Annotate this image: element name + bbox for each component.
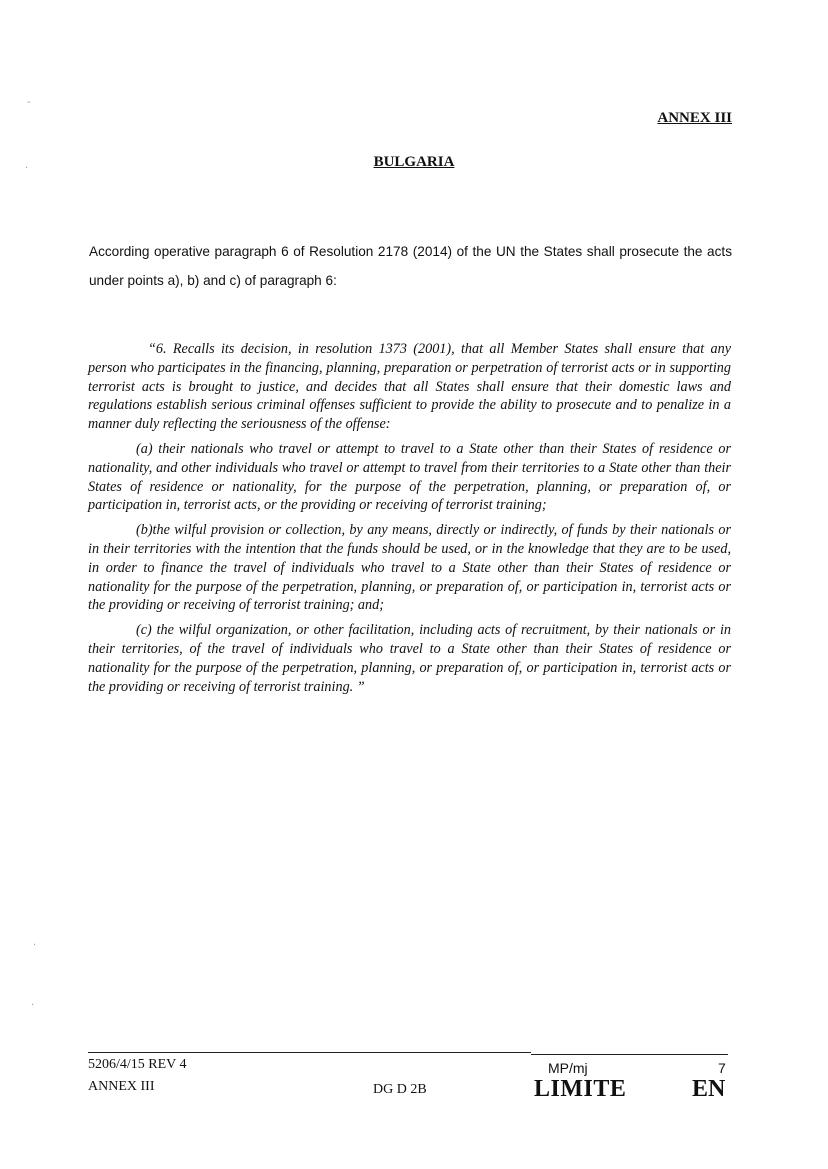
scan-mark: ·	[31, 1000, 35, 1011]
footer-classification: LIMITE	[534, 1076, 627, 1102]
country-title: BULGARIA	[373, 154, 455, 170]
scan-mark: ·	[33, 940, 37, 951]
footer-doc-ref: 5206/4/15 REV 4	[88, 1057, 187, 1072]
resolution-quote	[88, 340, 731, 702]
quote-item-c: (c) the wilful organization, or other facilitation, including acts of recruitment, by their nationals or in their territories, of the travel of individuals who travel to a State other than their States of residence or nationality for the purpose of the perpetration, planning, or preparation of, or participation in, terrorist acts or the providing or receiving of terrorist training. ”	[88, 622, 731, 695]
footer-annex: ANNEX III	[88, 1079, 155, 1094]
quote-paragraph-6: “6. Recalls its decision, in resolution 1373 (2001), that all Member States shall ensure that any person who participates in the financing, planning, preparation or perpetration of terrorist acts or in supporting terrorist acts is brought to justice, and decides that all States shall ensure that their domestic laws and regulations establish serious criminal offenses sufficient to provide the ability to prosecute and to penalize in a manner duly reflecting the seriousness of the offense:	[88, 341, 731, 433]
country-title-row	[0, 153, 828, 171]
quote-item-a: (a) their nationals who travel or attempt to travel to a State other than their States of residence or nationality, and other individuals who travel or attempt to travel from their territories to a State other than their States of residence or nationality, for the purpose of the perpetration, planning, or preparation of, or participation in, terrorist acts, or the providing or receiving of terrorist training;	[88, 440, 731, 514]
annex-label: ANNEX III	[657, 110, 732, 126]
footer-divider-right	[531, 1054, 728, 1055]
footer-language: EN	[692, 1076, 726, 1102]
footer-page-number: 7	[718, 1060, 726, 1076]
quote-item-b: (b)the wilful provision or collection, by any means, directly or indirectly, of funds by their nationals or in their territories with the intention that the funds should be used, or in the knowledge that they are to be used, in order to finance the travel of individuals who travel to a State other than their States of residence or nationality for the purpose of the perpetration, planning, or preparation of, or participation in, terrorist acts or the providing or receiving of terrorist training; and;	[88, 522, 731, 614]
footer-initials: MP/mj	[548, 1060, 588, 1076]
scan-mark: ·	[25, 163, 29, 174]
footer-directorate: DG D 2B	[373, 1082, 427, 1097]
intro-paragraph: According operative paragraph 6 of Resolution 2178 (2014) of the UN the States shall prosecute the acts under points a), b) and c) of paragraph 6:	[89, 244, 732, 288]
scan-mark: -	[27, 97, 31, 108]
footer-divider-left	[88, 1052, 531, 1053]
